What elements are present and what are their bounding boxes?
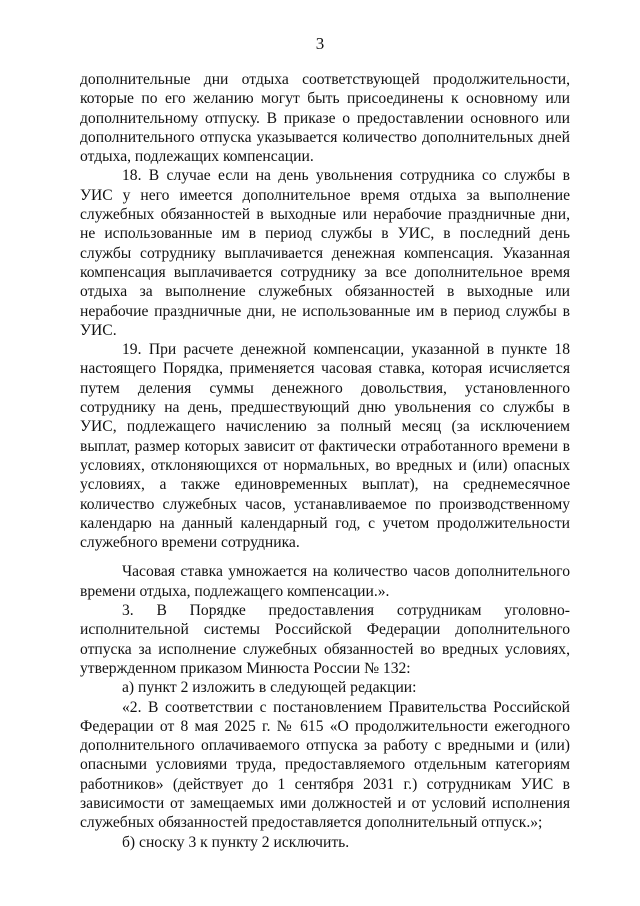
paragraph-hourly-rate: Часовая ставка умножается на количество часов дополнительного времени отдыха, подлежащего компенсации.». (80, 563, 570, 600)
document-body (80, 70, 570, 852)
paragraph-subitem-b: б) сноску 3 к пункту 2 исключить. (122, 833, 350, 851)
paragraph-continuation: дополнительные дни отдыха соответствующей продолжительности, которые по его желанию могут быть присоединены к основному или дополнительному отпуску. В приказе о предоставлении основного или дополнительного отпуска указывается количество дополнительных дней отдыха, подлежащих компенсации. (80, 71, 570, 166)
paragraph-item-3: 3. В Порядке предоставления сотрудникам уголовно-исполнительной системы Российской Федерации дополнительного отпуска за исполнение служебных обязанностей во вредных условиях, утвержденном приказом Минюста России № 132: (80, 602, 570, 677)
paragraph-new-clause-2: «2. В соответствии с постановлением Правительства Российской Федерации от 8 мая 2025 г. № 615 «О продолжительности ежегодного дополнительного оплачиваемого отпуска за работу с вредными и (или) опасными условиями труда, предоставляемого отдельным категориям работников» (действует до 1 сентября 2031 г.) сотрудникам УИС в зависимости от замещаемых ими должностей и от условий исполнения служебных обязанностей предоставляется дополнительный отпуск.»; (80, 698, 570, 832)
paragraph-item-18: 18. В случае если на день увольнения сотрудника со службы в УИС у него имеется дополнительное время отдыха за выполнение служебных обязанностей в выходные или нерабочие праздничные дни, не использованные им в период службы в УИС, в последний день службы сотруднику выплачивается денежная компенсация. Указанная компенсация выплачивается сотруднику за все дополнительное время отдыха за выполнение служебных обязанностей в выходные или нерабочие праздничные дни, не использованные им в период службы в УИС. (80, 167, 570, 339)
paragraph-subitem-a: а) пункт 2 изложить в следующей редакции: (122, 679, 417, 697)
page-number: 3 (315, 34, 325, 53)
paragraph-item-19: 19. При расчете денежной компенсации, указанной в пункте 18 настоящего Порядка, применяется часовая ставка, которая исчисляется путем деления суммы денежного довольствия, установленного сотруднику на день, предшествующий дню увольнения со службы в УИС, подлежащего начислению за полный месяц (за исключением выплат, размер которых зависит от фактически отработанного времени в условиях, отклоняющихся от нормальных, во вредных и (или) опасных условиях, а также единовременных выплат), на среднемесячное количество служебных часов, устанавливаемое по производственному календарю на данный календарный год, с учетом продолжительности служебного времени сотрудника. (80, 341, 570, 552)
